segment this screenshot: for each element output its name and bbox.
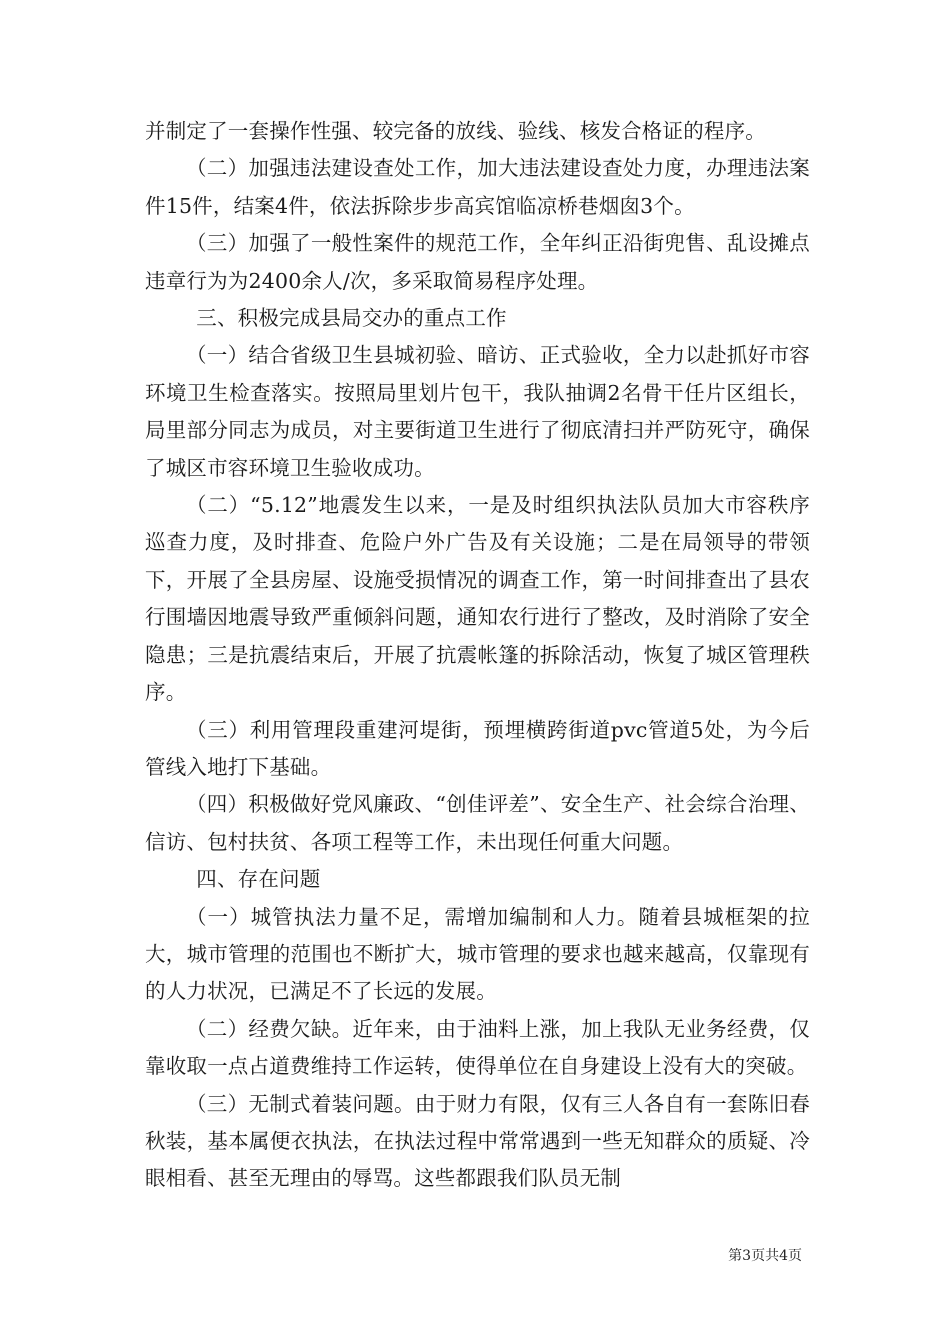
paragraph-party-work: （四）积极做好党风廉政、“创佳评差”、安全生产、社会综合治理、信访、包村扶贫、各项工程等工作，未出现任何重大问题。	[145, 792, 810, 854]
paragraph-illegal-construction: （二）加强违法建设查处工作，加大违法建设查处力度，办理违法案件15件，结案4件，依法拆除步步高宾馆临凉桥巷烟囱3个。	[145, 156, 810, 218]
paragraph-sanitation-inspection: （一）结合省级卫生县城初验、暗访、正式验收，全力以赴抓好市容环境卫生检查落实。按照局里划片包干，我队抽调2名骨干任片区组长，局里部分同志为成员，对主要街道卫生进行了彻底清扫并严防死守，确保了城区市容环境卫生验收成功。	[145, 343, 810, 480]
section-heading-key-work: 三、积极完成县局交办的重点工作	[196, 306, 507, 331]
page-number-footer: 第3页共4页	[728, 1248, 802, 1264]
paragraph-uniform-issue: （三）无制式着装问题。由于财力有限，仅有三人各自有一套陈旧春秋装，基本属便衣执法，在执法过程中常常遇到一些无知群众的质疑、冷眼相看、甚至无理由的辱骂。这些都跟我们队员无制	[145, 1091, 810, 1191]
paragraph-funding-shortage: （二）经费欠缺。近年来，由于油料上涨，加上我队无业务经费，仅靠收取一点占道费维持工作运转，使得单位在自身建设上没有大的突破。	[145, 1016, 810, 1079]
section-heading-problems: 四、存在问题	[196, 867, 321, 892]
paragraph-general-cases: （三）加强了一般性案件的规范工作，全年纠正沿街兜售、乱设摊点违章行为为2400余人/次，多采取简易程序处理。	[145, 231, 810, 293]
paragraph-staffing-shortage: （一）城管执法力量不足，需增加编制和人力。随着县城框架的拉大，城市管理的范围也不断扩大，城市管理的要求也越来越高，仅靠现有的人力状况，已满足不了长远的发展。	[145, 904, 810, 1004]
paragraph-continuation: 并制定了一套操作性强、较完备的放线、验线、核发合格证的程序。	[145, 119, 766, 143]
paragraph-earthquake-response: （二）“5.12”地震发生以来，一是及时组织执法队员加大市容秩序巡查力度，及时排查、危险户外广告及有关设施；二是在局领导的带领下，开展了全县房屋、设施受损情况的调查工作，第一时间排查出了县农行围墙因地震导致严重倾斜问题，通知农行进行了整改，及时消除了安全隐患；三是抗震结束后，开展了抗震帐篷的拆除活动，恢复了城区管理秩序。	[145, 493, 810, 705]
document-body	[145, 113, 810, 1198]
paragraph-pvc-pipes: （三）利用管理段重建河堤街，预埋横跨街道pvc管道5处，为今后管线入地打下基础。	[145, 717, 810, 779]
